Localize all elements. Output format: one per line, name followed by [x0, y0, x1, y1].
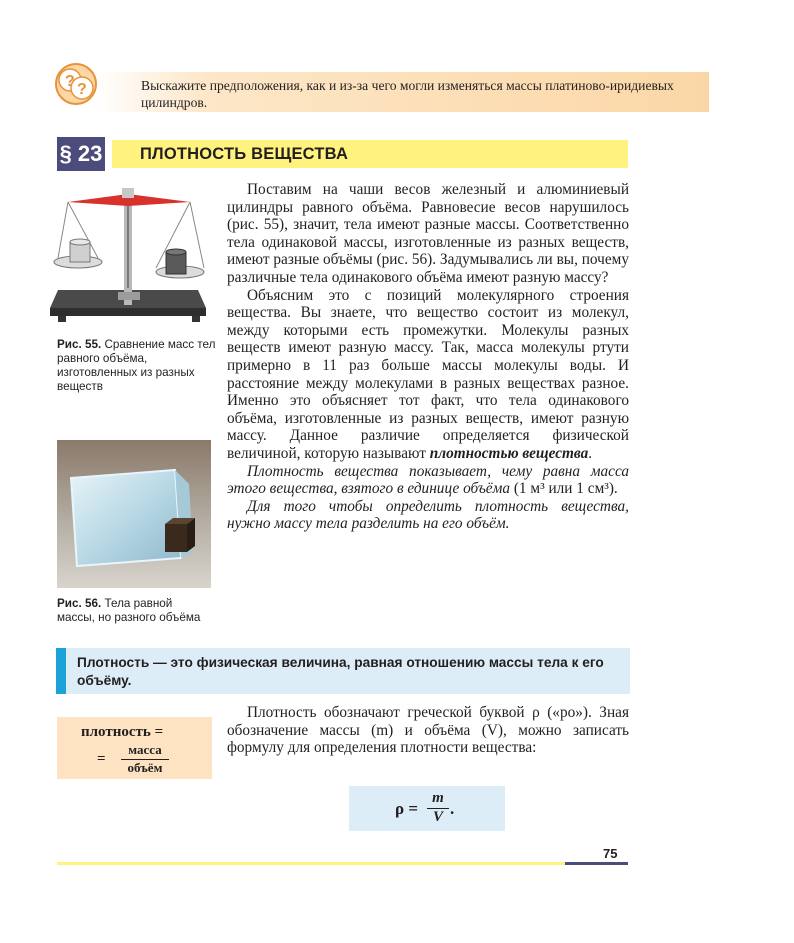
density-formula-box [349, 786, 505, 831]
definition-stripe [56, 648, 66, 694]
question-marks-icon [54, 62, 98, 106]
footer-line-accent [565, 862, 628, 865]
svg-text:?: ? [77, 81, 87, 98]
svg-text:?: ? [65, 73, 75, 90]
rho-formula-lhs: ρ = [395, 799, 419, 818]
paragraph-2-start: Объясним это с позиций молекулярного строения вещества. Вы знаете, что вещество состоит из молекул, между которыми есть промежутки. Молекулы разных веществ имеют разную массу. Так, масса молекулы ртути примерно в 11 раз больше массы молекулы воды. И расстояние между молекулами в разных веществах разное. Именно это объясняет тот факт, что тела одинакового объёма, изготовленные из разных веществ, имеют разную массу. Данное различие определяется физической величиной, которую называют [227, 286, 629, 462]
figure-55-label: Рис. 55. [57, 338, 102, 351]
figure-56-label: Рис. 56. [57, 597, 102, 610]
paragraph-2-end: . [588, 444, 593, 462]
paragraph-3-units: (1 м³ или 1 см³). [510, 480, 618, 498]
word-formula-numerator: масса [128, 742, 162, 757]
paragraph-3-italic: Плотность вещества показывает, чему равна масса этого вещества, взятого в единице объёма [227, 462, 629, 498]
definition-text: Плотность — это физическая величина, равная отношению массы тела к его объёму. [77, 655, 604, 688]
section-number: § 23 [57, 137, 105, 171]
word-formula-box [57, 717, 212, 779]
paragraph-4: Для того чтобы определить плотность вещества, нужно массу тела разделить на его объём. [227, 497, 629, 533]
paragraph-1: Поставим на чаши весов железный и алюминиевый цилиндры равного объёма. Равновесие весов нарушилось (рис. 55), значит, тела имеют разные массы. Соответственно тела одинаковой массы, изготовленные из разных веществ, имеют разные объёмы (рис. 56). Задумывались ли вы, почему различные тела одинакового объёма имеют разную массу? [227, 181, 629, 286]
figure-55-caption [57, 338, 217, 394]
footer-line [57, 862, 565, 865]
bottom-text [227, 704, 629, 757]
word-formula-denominator: объём [127, 760, 163, 775]
rho-formula-denominator: V [432, 809, 443, 825]
figure-56-text: Тела равной массы, но разного объёма [57, 597, 201, 624]
word-formula-eq: = [97, 751, 106, 767]
paragraph-2 [227, 287, 629, 463]
section-title: ПЛОТНОСТЬ ВЕЩЕСТВА [140, 145, 349, 163]
word-formula-lhs: плотность = [81, 724, 164, 740]
bottom-paragraph: Плотность обозначают греческой буквой ρ («ро»). Зная обозначение массы (m) и объёма (V), можно записать формулу для определения плотности вещества: [227, 704, 629, 757]
figure-55-text: Сравнение масс тел равного объёма, изготовленных из разных веществ [57, 338, 216, 393]
question-text: Выскажите предположения, как и из-за чего могли изменяться массы платиново-иридиевых цилиндров. [141, 78, 674, 110]
rho-formula-tail: . [450, 799, 455, 818]
figure-56-caption [57, 597, 207, 625]
ice-block-figure [57, 440, 211, 588]
rho-formula-numerator: m [432, 790, 444, 806]
balance-scale-figure [48, 180, 210, 330]
paragraph-3 [227, 463, 629, 498]
main-text [227, 181, 629, 533]
page-number: 75 [603, 846, 618, 861]
term-density: плотностью вещества [429, 444, 589, 462]
